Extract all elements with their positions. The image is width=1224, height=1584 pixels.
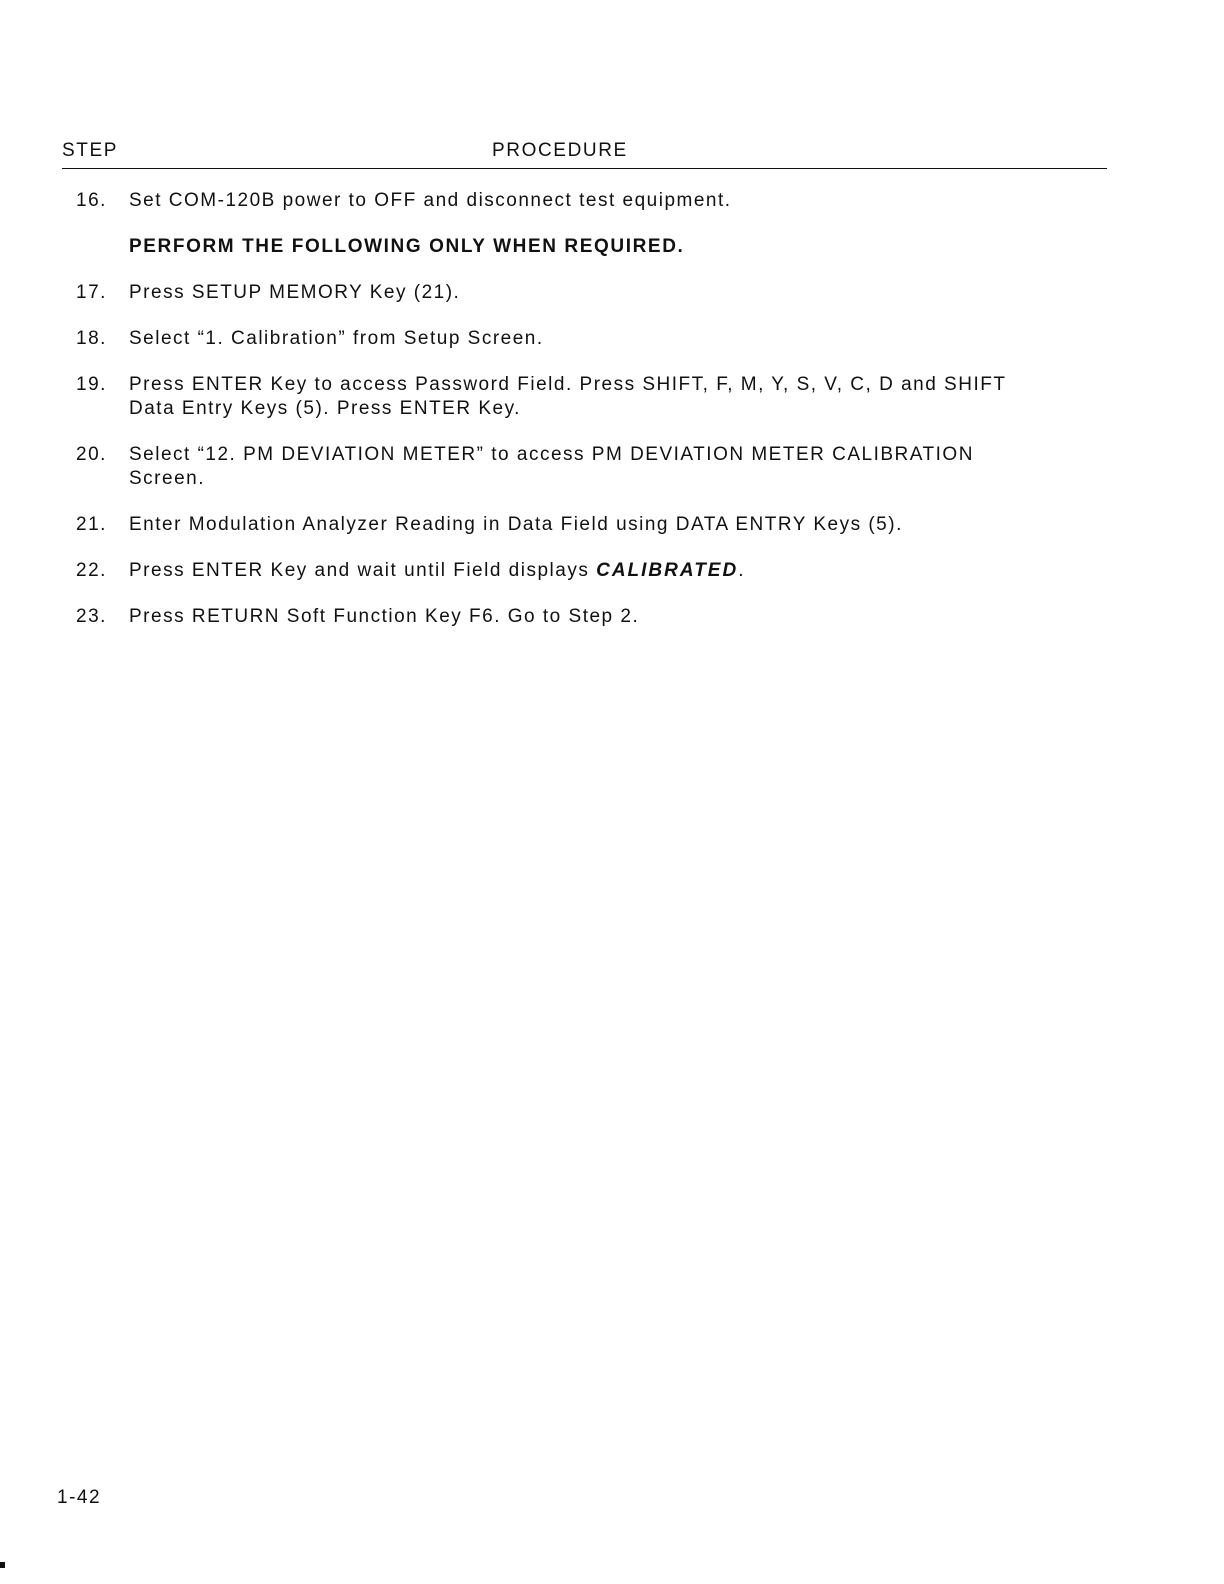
step-number: 19. bbox=[76, 374, 107, 395]
step-text-line-2: Data Entry Keys (5). Press ENTER Key. bbox=[129, 398, 521, 419]
step-number: 20. bbox=[76, 444, 107, 465]
step-number: 18. bbox=[76, 328, 107, 349]
procedure-steps bbox=[62, 189, 1122, 651]
page-number: 1-42 bbox=[57, 1487, 102, 1508]
step-number: 22. bbox=[76, 560, 107, 581]
step-column-header: STEP bbox=[62, 140, 119, 161]
step-19 bbox=[62, 373, 1122, 421]
step-text-line-1: Press ENTER Key to access Password Field. Press SHIFT, F, M, Y, S, V, C, D and SHIFT bbox=[129, 374, 1007, 395]
step-number: 17. bbox=[76, 282, 107, 303]
step-text: Select “1. Calibration” from Setup Screen. bbox=[129, 328, 544, 349]
step-20 bbox=[62, 443, 1122, 491]
step-text-line-2: Screen. bbox=[129, 468, 205, 489]
step-text: Press RETURN Soft Function Key F6. Go to Step 2. bbox=[129, 606, 640, 627]
step-text-line-1: Select “12. PM DEVIATION METER” to access PM DEVIATION METER CALIBRATION bbox=[129, 444, 974, 465]
step-number: 16. bbox=[76, 190, 107, 211]
table-header bbox=[62, 138, 1107, 169]
step-23 bbox=[62, 605, 1122, 629]
step-18 bbox=[62, 327, 1122, 351]
step-17 bbox=[62, 281, 1122, 305]
calibrated-emphasis: CALIBRATED bbox=[596, 560, 739, 581]
step-text: Enter Modulation Analyzer Reading in Data Field using DATA ENTRY Keys (5). bbox=[129, 514, 903, 535]
step-text: Press ENTER Key and wait until Field displays bbox=[129, 560, 597, 581]
procedure-column-header: PROCEDURE bbox=[492, 140, 628, 161]
conditional-notice: PERFORM THE FOLLOWING ONLY WHEN REQUIRED. bbox=[129, 236, 685, 257]
step-number: 21. bbox=[76, 514, 107, 535]
scan-mark bbox=[0, 1562, 5, 1568]
step-text: Set COM-120B power to OFF and disconnect test equipment. bbox=[129, 190, 732, 211]
step-text: Press SETUP MEMORY Key (21). bbox=[129, 282, 461, 303]
step-16 bbox=[62, 189, 1122, 213]
step-22 bbox=[62, 559, 1122, 583]
step-number: 23. bbox=[76, 606, 107, 627]
step-text-end: . bbox=[738, 560, 745, 581]
step-21 bbox=[62, 513, 1122, 537]
